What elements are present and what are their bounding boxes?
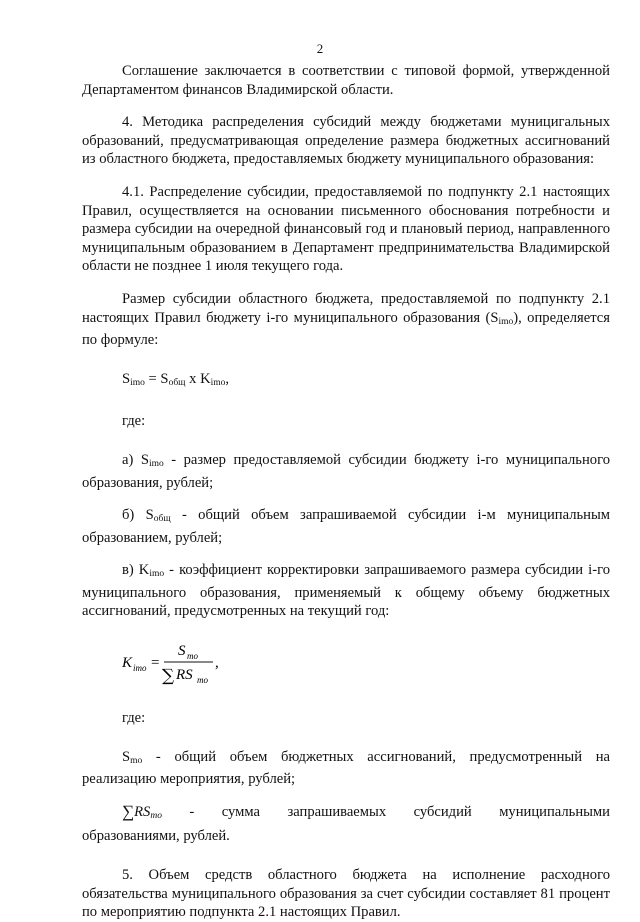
formula-kimo bbox=[82, 631, 610, 691]
text: а) S bbox=[122, 451, 149, 468]
text: в) K bbox=[122, 562, 150, 579]
symbol: S bbox=[122, 370, 131, 387]
comma: , bbox=[215, 655, 219, 672]
word: запрашиваемых bbox=[287, 803, 387, 820]
text: - коэффициент корректировки запрашиваемого размера субсидии i-го муниципального образования, применяемый к общему объему бюджетных ассигнований, предусмотренных на текущий год: bbox=[82, 562, 610, 620]
definition-sum-continuation: образованиями, рублей. bbox=[82, 828, 230, 845]
symbol: , bbox=[225, 370, 230, 387]
numerator-s: S bbox=[178, 643, 186, 660]
text: ), определяется по формуле: bbox=[82, 309, 610, 349]
word: субсидий bbox=[413, 803, 472, 820]
subscript: imo bbox=[498, 316, 514, 327]
item-b bbox=[82, 506, 610, 547]
paragraph-agreement: Соглашение заключается в соответствии с типовой формой, утвержденной Департаментом финансов Владимирской области. bbox=[82, 63, 610, 98]
text: - размер предоставляемой субсидии бюджету i-го муниципального образования, рублей; bbox=[82, 451, 610, 491]
paragraph-methodology: 4. Методика распределения субсидий между бюджетами муницигальных образований, предусматривающая определение размера бюджетных ассигнований из областного бюджета, предоставляемых бюджету муниципального образования: bbox=[82, 114, 610, 168]
rs-symbol: RS bbox=[134, 803, 151, 820]
sum-symbol: ∑ bbox=[122, 801, 135, 821]
subscript: imo bbox=[210, 377, 226, 388]
where-label-2: где: bbox=[122, 710, 146, 727]
symbol: = S bbox=[144, 370, 169, 387]
formula-simo bbox=[82, 370, 610, 393]
k-symbol: K bbox=[122, 655, 133, 672]
page-number: 2 bbox=[316, 41, 324, 56]
k-subscript: imo bbox=[133, 663, 147, 674]
item-a bbox=[82, 451, 610, 492]
word: муниципальными bbox=[499, 803, 610, 820]
numerator-subscript: mo bbox=[187, 651, 198, 662]
subscript: imo bbox=[149, 569, 165, 580]
subscript: imo bbox=[148, 458, 164, 469]
fraction-formula bbox=[120, 631, 320, 691]
paragraph-distribution: 4.1. Распределение субсидии, предоставляемой по подпункту 2.1 настоящих Правил, осуществляется на основании письменного обоснования потребности и размера субсидии на очередной финансовый год и плановый период, направленного муниципальным образованием в Департамент предпринимательства Владимирской области не позднее 1 июля текущего года. bbox=[82, 183, 610, 275]
sum-expression bbox=[122, 803, 162, 826]
text: Размер субсидии областного бюджета, предоставляемой по подпункту 2.1 настоящих Правил бюджету i-го муниципального образования (S bbox=[82, 290, 610, 326]
subscript: общ bbox=[168, 377, 186, 388]
denominator-rs: RS bbox=[176, 667, 193, 684]
text: S bbox=[122, 748, 131, 765]
subscript: mo bbox=[130, 755, 143, 766]
definition-smo bbox=[82, 748, 610, 789]
text: - общий объем бюджетных ассигнований, предусмотренный на реализацию мероприятия, рублей; bbox=[82, 748, 610, 788]
text: б) S bbox=[122, 507, 154, 524]
symbol: х K bbox=[185, 370, 211, 387]
dash: - bbox=[189, 803, 195, 820]
word: сумма bbox=[221, 803, 260, 820]
subscript: общ bbox=[153, 514, 171, 525]
subscript: imo bbox=[130, 377, 145, 388]
subscript: mo bbox=[150, 810, 162, 821]
paragraph-subsidy-size bbox=[82, 290, 610, 350]
text: - общий объем запрашиваемой субсидии i-м муниципальным образованием, рублей; bbox=[82, 507, 610, 546]
denominator-subscript: mo bbox=[197, 675, 208, 686]
where-label: где: bbox=[122, 413, 146, 430]
equals-sign: = bbox=[151, 655, 160, 672]
sum-symbol: ∑ bbox=[162, 666, 175, 687]
definition-sum bbox=[82, 803, 610, 826]
paragraph-budget-volume: 5. Объем средств областного бюджета на исполнение расходного обязательства муниципального образования за счет субсидии составляет 81 процент по мероприятию подпункта 2.1 настоящих Правил. bbox=[82, 867, 610, 921]
item-c bbox=[82, 561, 610, 621]
document-body bbox=[82, 62, 610, 922]
definition-sum-line bbox=[122, 803, 610, 826]
